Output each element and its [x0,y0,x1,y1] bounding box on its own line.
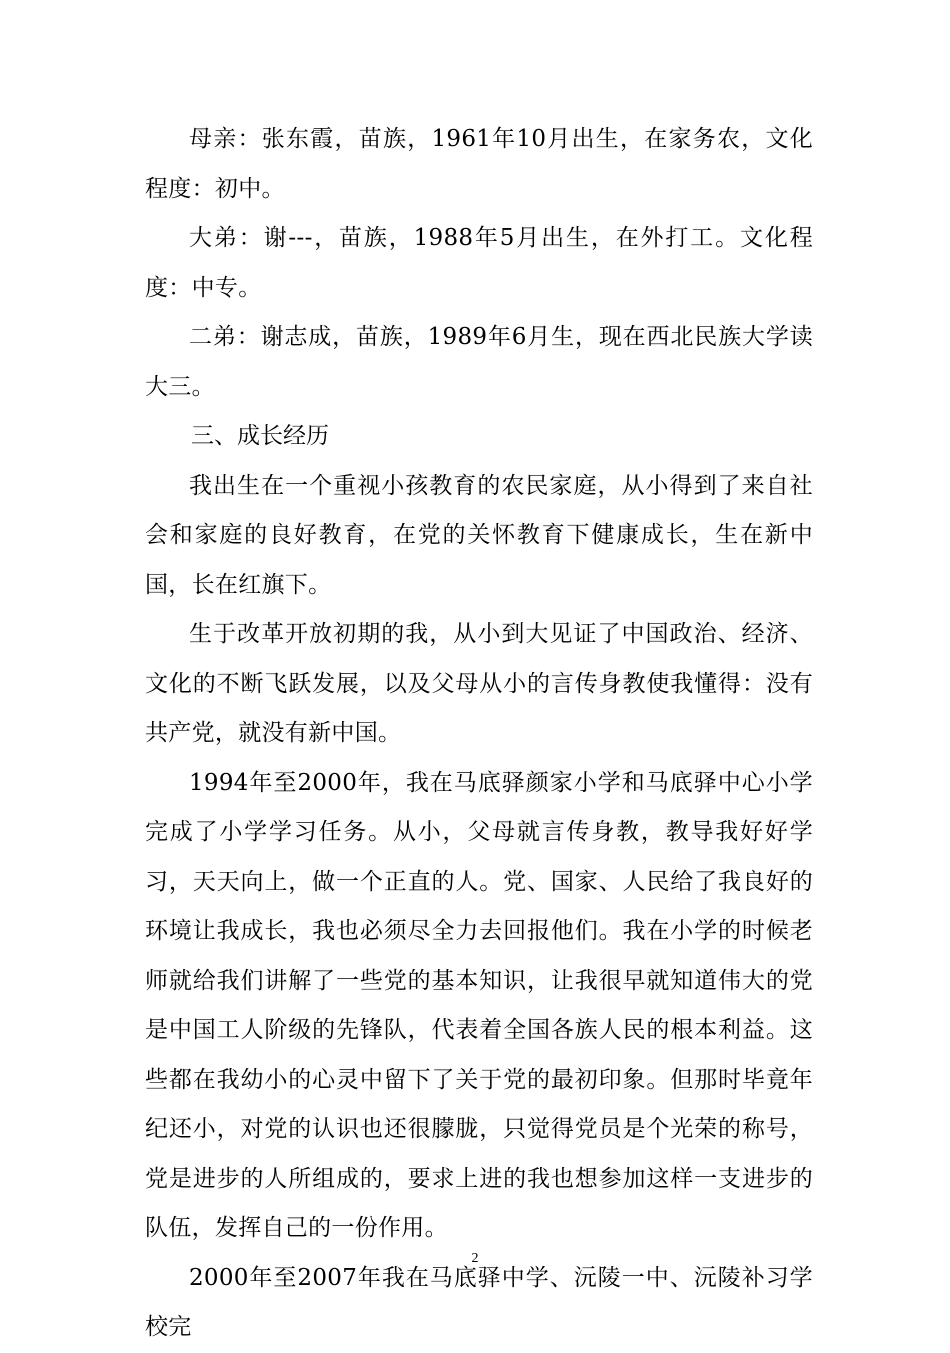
document-body [145,115,813,1353]
paragraph-younger-brother: 二弟：谢志成，苗族，1989年6月生，现在西北民族大学读大三。 [145,324,813,400]
section-heading: 三、成长经历 [191,423,329,449]
paragraph-growth-2: 生于改革开放初期的我，从小到大见证了中国政治、经济、文化的不断飞跃发展，以及父母从小的言传身教使我懂得：没有共产党，就没有新中国。 [145,621,813,746]
paragraph-mother: 母亲：张东霞，苗族，1961年10月出生，在家务农，文化程度：初中。 [145,126,813,202]
paragraph-elder-brother: 大弟：谢---，苗族，1988年5月出生，在外打工。文化程度：中专。 [145,225,813,301]
paragraph-growth-4: 2000年至2007年我在马底驿中学、沅陵一中、沅陵补习学校完 [145,1264,813,1340]
paragraph-growth-3: 1994年至2000年，我在马底驿颜家小学和马底驿中心小学完成了小学学习任务。从小，父母就言传身教，教导我好好学习，天天向上，做一个正直的人。党、国家、人民给了我良好的环境让我成长，我也必须尽全力去回报他们。我在小学的时候老师就给我们讲解了一些党的基本知识，让我很早就知道伟大的党是中国工人阶级的先锋队，代表着全国各族人民的根本利益。这些都在我幼小的心灵中留下了关于党的最初印象。但那时毕竟年纪还小，对党的认识也还很朦胧，只觉得党员是个光荣的称号，党是进步的人所组成的，要求上进的我也想参加这样一支进步的队伍，发挥自己的一份作用。 [145,769,813,1241]
page-number: 2 [471,1251,479,1266]
paragraph-growth-1: 我出生在一个重视小孩教育的农民家庭，从小得到了来自社会和家庭的良好教育，在党的关怀教育下健康成长，生在新中国，长在红旗下。 [145,472,813,598]
